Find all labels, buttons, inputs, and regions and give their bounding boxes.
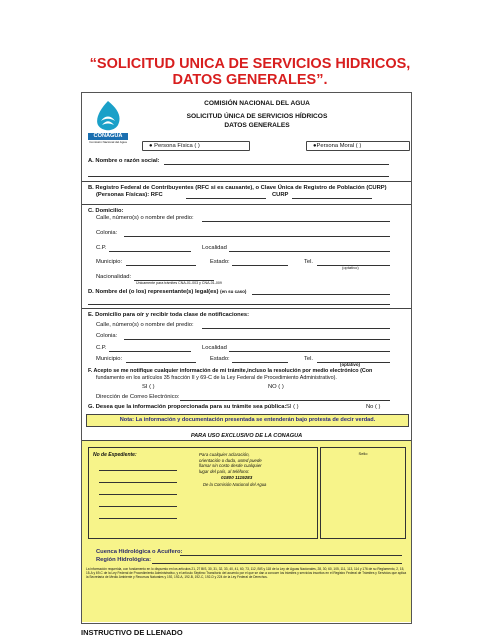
section-a-label: A. Nombre o razón social: <box>88 158 160 164</box>
help-line-3: llamar sin costo desde cualquier <box>199 463 262 469</box>
g-no-checkbox[interactable]: No ( ) <box>366 404 381 410</box>
f-si-checkbox[interactable]: SI ( ) <box>142 384 155 390</box>
tel-label: Tel. <box>304 259 314 265</box>
calle-field[interactable] <box>202 221 390 222</box>
municipio-field[interactable] <box>126 265 196 266</box>
cp-label: C.P. <box>96 245 107 251</box>
sello-box <box>320 447 406 539</box>
e-calle-label: Calle, número(s) o nombre del predio: <box>96 322 194 328</box>
e-cp-field[interactable] <box>109 351 191 352</box>
section-f-line-2: fundamento en los artículos 35 fracción II y 69-C de la Ley Federal de Procedimiento Administrativo). <box>96 375 337 381</box>
instructions-heading: INSTRUCTIVO DE LLENADO <box>81 628 183 637</box>
f-no-checkbox[interactable]: NO ( ) <box>268 384 284 390</box>
logo-subtext: Comisión Nacional del Agua <box>89 140 127 144</box>
e-calle-field[interactable] <box>202 328 390 329</box>
e-tel-optional-note: (optativo) <box>340 362 360 367</box>
help-line-2: orientación o duda, usted puede <box>199 457 262 463</box>
email-field[interactable] <box>180 400 390 401</box>
curp-label: CURP <box>272 192 289 198</box>
cuenca-field[interactable] <box>180 555 402 556</box>
calle-label: Calle, número(s) o nombre del predio: <box>96 215 194 221</box>
e-localidad-label: Localidad <box>202 345 227 351</box>
e-colonia-label: Colonia: <box>96 333 118 339</box>
document-title: “SOLICITUD UNICA DE SERVICIOS HIDRICOS, DATOS GENERALES”. <box>89 56 411 88</box>
logo-text: CONAGUA <box>93 133 123 139</box>
section-d-note: (en su caso) <box>220 289 247 294</box>
agency-name: COMISIÓN NACIONAL DEL AGUA <box>204 100 310 107</box>
section-e-label: E. Domicilio para oír y recibir toda clase de notificaciones: <box>88 312 250 318</box>
g-si-checkbox[interactable]: SI ( ) <box>286 404 299 410</box>
expediente-line-5[interactable] <box>99 518 177 519</box>
sello-label: Sello <box>358 451 368 456</box>
expediente-line-3[interactable] <box>99 494 177 495</box>
section-d-label <box>88 288 246 296</box>
estado-label: Estado: <box>210 259 230 265</box>
nacionalidad-label: Nacionalidad: <box>96 274 132 280</box>
section-f-line-1: F. Acepto se me notifique cualquier información de mi trámite,incluso la resolución por medio electrónico (Con <box>88 368 373 374</box>
nacionalidad-note: Únicamente para trámites CNA-01-003 y CNA-01-009 <box>136 281 222 285</box>
section-b-rfc-label: (Personas Físicas): RFC <box>96 192 163 198</box>
section-g-label: G. Desea que la información proporcionada para su trámite sea pública: <box>88 404 287 410</box>
application-form <box>81 92 412 624</box>
exclusive-title: PARA USO EXCLUSIVO DE LA CONAGUA <box>190 433 303 439</box>
expediente-box <box>88 447 318 539</box>
estado-field[interactable] <box>232 265 288 266</box>
e-colonia-field[interactable] <box>124 339 390 340</box>
email-label: Dirección de Correo Electrónico: <box>96 394 180 400</box>
divider <box>82 181 411 182</box>
rfc-field[interactable] <box>186 198 266 199</box>
localidad-field[interactable] <box>229 251 390 252</box>
cuenca-label: Cuenca Hidrológica o Acuífero: <box>96 549 183 555</box>
e-municipio-label: Municipio: <box>96 356 123 362</box>
persona-moral-label: ●Persona Moral ( ) <box>313 142 362 149</box>
help-info <box>199 452 309 488</box>
e-cp-label: C.P. <box>96 345 107 351</box>
nombre-field-2[interactable] <box>88 176 389 177</box>
legal-text: La información requerida, con fundamento en lo dispuesto en los artículos 21, 27 BIS, 30, 31, 32, 33, 40, 41, 60, 73, 112, BIS y 118 de la Ley de Aguas Nacionales, 28, 30, 60, 105, 111, 113, 114 y 176 de su Reglamento, 2, 15, 15-A y 69-C de la Ley Federal de Procedimiento Administrativo, y el artículo Séptimo Transitorio del acuerdo por el que se dan a conocer los trámites y servicios inscritos en el Registro Federal de Trámites y Servicios que aplica la Secretaría de Medio Ambiente y Recursos Naturales y 192, 192-A, 192-B, 192-C, 192-D y 224 de la Ley Federal de Derechos. <box>86 567 407 580</box>
help-line-1: Para cualquier aclaración, <box>199 452 250 457</box>
expediente-line-2[interactable] <box>99 482 177 483</box>
e-municipio-field[interactable] <box>126 362 196 363</box>
nota-bar <box>86 414 409 427</box>
representante-field[interactable] <box>252 294 390 295</box>
nombre-field[interactable] <box>164 164 389 165</box>
tel-optional-note: (optativo) <box>342 265 359 270</box>
section-b-label: B. Registro Federal de Contribuyentes (RFC si es causante), o Clave Única de Registro de Población (CURP) <box>88 185 387 191</box>
divider <box>82 308 411 309</box>
section-d-text: D. Nombre del (o los) representante(s) legal(es) <box>88 289 219 295</box>
cp-field[interactable] <box>109 251 191 252</box>
region-label: Región Hidrológica: <box>96 557 152 563</box>
help-line-5: De la Comisión Nacional del Agua <box>203 482 267 488</box>
colonia-field[interactable] <box>124 236 390 237</box>
representante-field-2[interactable] <box>88 304 390 305</box>
expediente-label: No de Expediente: <box>93 452 137 458</box>
persona-fisica-label: ● Persona Física ( ) <box>149 142 200 149</box>
form-name: SOLICITUD ÚNICA DE SERVICIOS HÍDRICOS <box>186 113 328 120</box>
section-c-label: C. Domicilio: <box>88 208 124 214</box>
e-tel-label: Tel. <box>304 356 314 362</box>
curp-field[interactable] <box>292 198 372 199</box>
help-phone: 01800 1119283 <box>221 475 253 481</box>
municipio-label: Municipio: <box>96 259 123 265</box>
conagua-logo <box>88 99 128 145</box>
divider <box>82 204 411 205</box>
persona-fisica-box[interactable] <box>142 141 250 151</box>
expediente-line-4[interactable] <box>99 506 177 507</box>
e-localidad-field[interactable] <box>229 351 390 352</box>
region-field[interactable] <box>152 563 402 564</box>
expediente-line-1[interactable] <box>99 470 177 471</box>
conagua-exclusive-area <box>82 433 411 622</box>
localidad-label: Localidad <box>202 245 227 251</box>
colonia-label: Colonia: <box>96 230 118 236</box>
e-estado-label: Estado: <box>210 356 230 362</box>
persona-moral-box[interactable] <box>306 141 410 151</box>
e-estado-field[interactable] <box>232 362 288 363</box>
nota-text: Nota: La información y documentación presentada se entenderán bajo protesta de decir verdad. <box>119 417 376 423</box>
section-name: DATOS GENERALES <box>224 122 290 129</box>
help-line-4: lugar del país, al teléfono: <box>199 468 250 474</box>
